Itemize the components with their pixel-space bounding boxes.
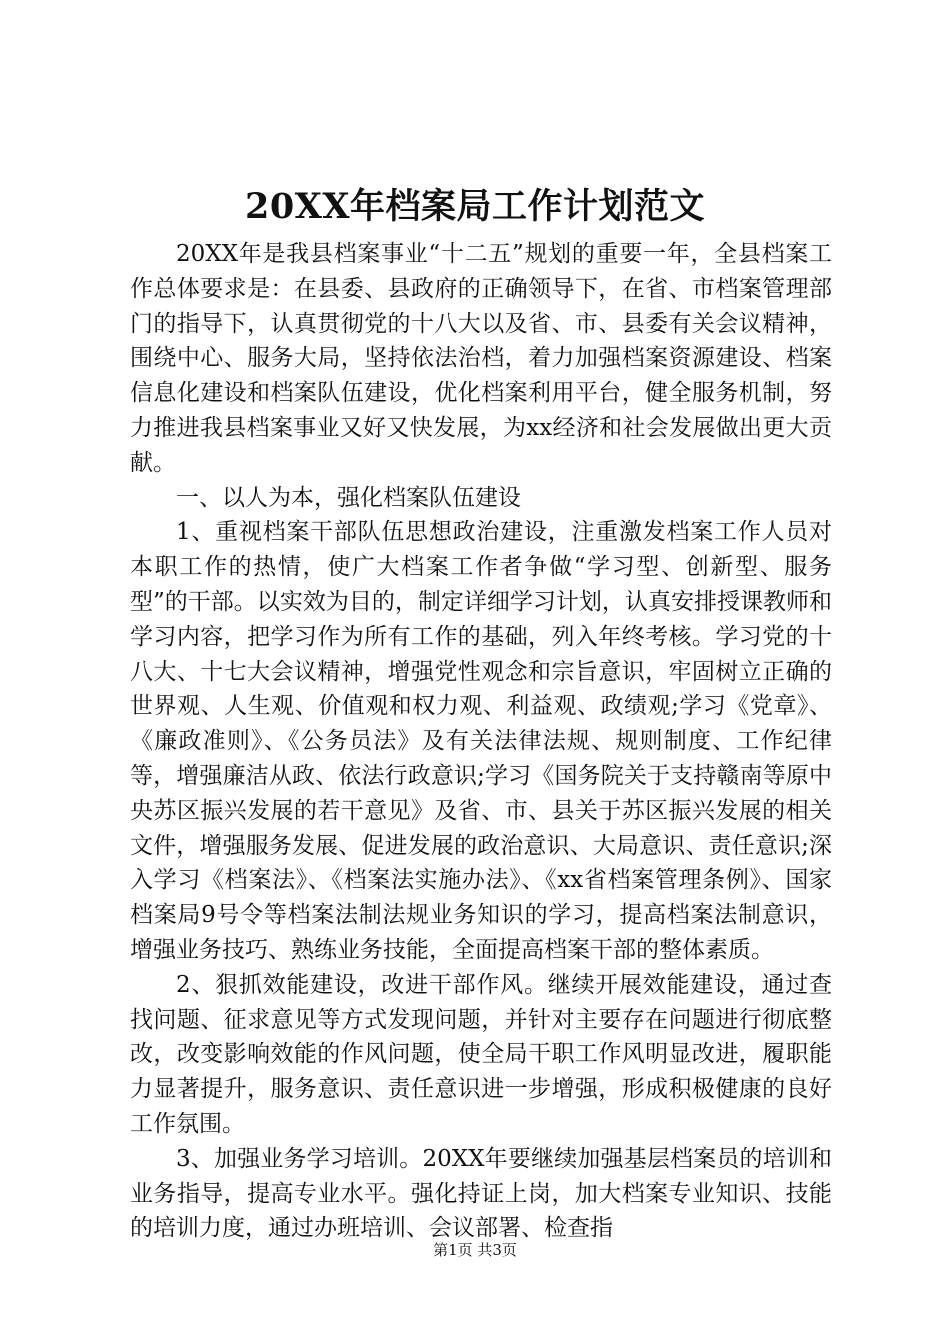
document-body <box>130 237 832 1246</box>
item-1-paragraph: 1、重视档案干部队伍思想政治建设，注重激发档案工作人员对本职工作的热情，使广大档案工作者争做“学习型、创新型、服务型”的干部。以实效为目的，制定详细学习计划，认真安排授课教师和学习内容，把学习作为所有工作的基础，列入年终考核。学习党的十八大、十七大会议精神，增强党性观念和宗旨意识，牢固树立正确的世界观、人生观、价值观和权力观、利益观、政绩观;学习《党章》、《廉政准则》、《公务员法》及有关法律法规、规则制度、工作纪律等，增强廉洁从政、依法行政意识;学习《国务院关于支持赣南等原中央苏区振兴发展的若干意见》及省、市、县关于苏区振兴发展的相关文件，增强服务发展、促进发展的政治意识、大局意识、责任意识;深入学习《档案法》、《档案法实施办法》、《xx省档案管理条例》、国家档案局9号令等档案法制法规业务知识的学习，提高档案法制意识，增强业务技巧、熟练业务技能，全面提高档案干部的整体素质。 <box>130 519 832 963</box>
document-title: 20XX年档案局工作计划范文 <box>244 186 706 227</box>
page-footer: 第1页 共3页 <box>433 1241 517 1259</box>
section-heading: 一、以人为本，强化档案队伍建设 <box>176 484 521 511</box>
intro-paragraph: 20XX年是我县档案事业“十二五”规划的重要一年，全县档案工作总体要求是：在县委、县政府的正确领导下，在省、市档案管理部门的指导下，认真贯彻党的十八大以及省、市、县委有关会议精神，围绕中心、服务大局，坚持依法治档，着力加强档案资源建设、档案信息化建设和档案队伍建设，优化档案利用平台，健全服务机制，努力推进我县档案事业又好又快发展，为xx经济和社会发展做出更大贡献。 <box>130 241 832 476</box>
item-3-paragraph: 3、加强业务学习培训。20XX年要继续加强基层档案员的培训和业务指导，提高专业水平。强化持证上岗，加大档案专业知识、技能的培训力度，通过办班培训、会议部署、检查指 <box>130 1145 832 1242</box>
item-2-paragraph: 2、狠抓效能建设，改进干部作风。继续开展效能建设，通过查找问题、征求意见等方式发现问题，并针对主要存在问题进行彻底整改，改变影响效能的作风问题，使全局干职工作风明显改进，履职能力显著提升，服务意识、责任意识进一步增强，形成积极健康的良好工作氛围。 <box>130 971 832 1137</box>
